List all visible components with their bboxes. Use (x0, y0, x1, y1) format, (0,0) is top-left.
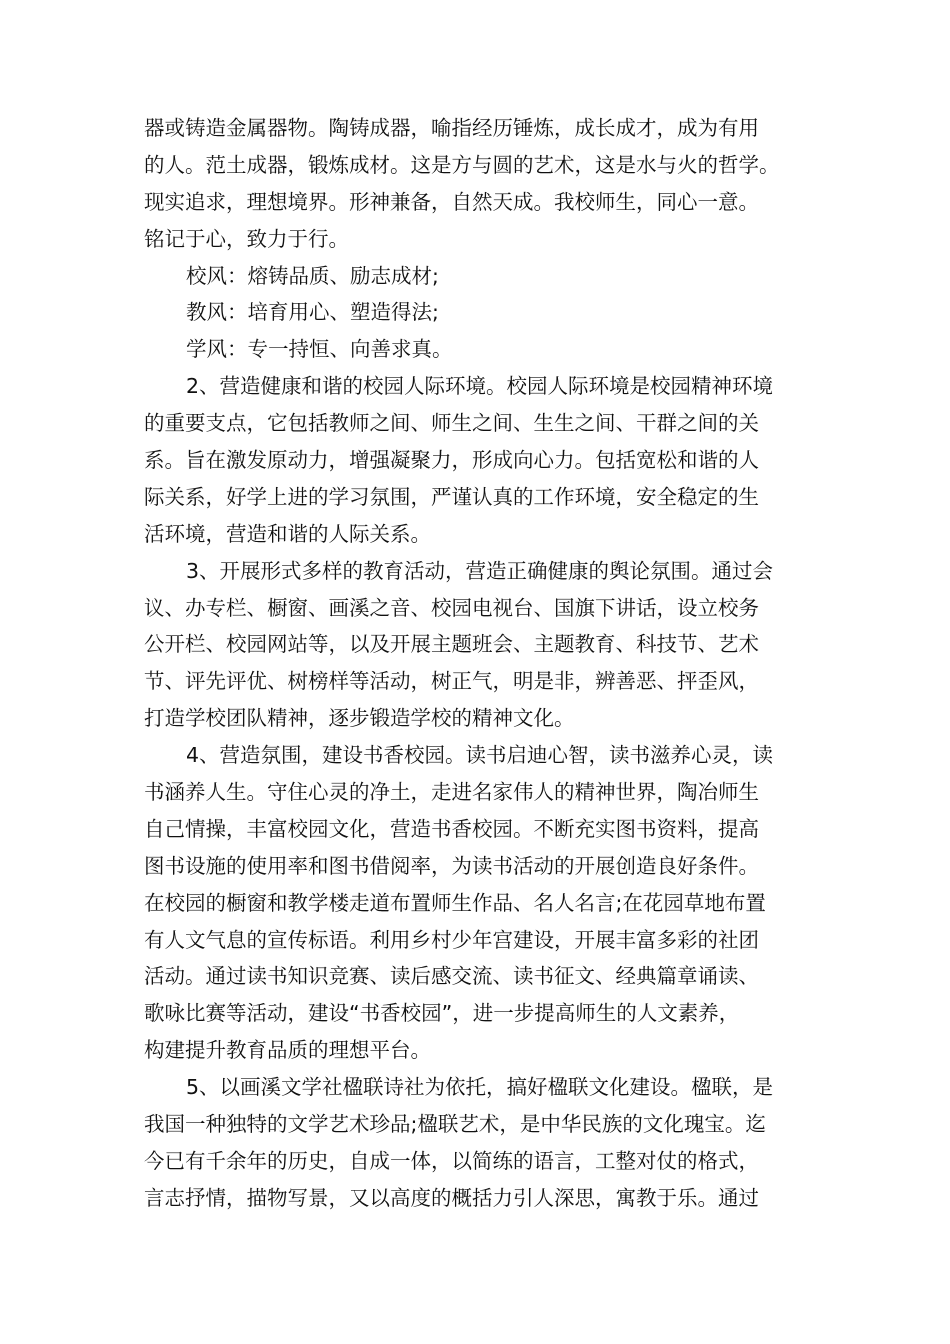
text-line: 图书设施的使用率和图书借阅率，为读书活动的开展创造良好条件。 (144, 853, 759, 878)
text-line: 5、以画溪文学社楹联诗社为依托，搞好楹联文化建设。楹联，是 (186, 1075, 774, 1100)
text-line: 节、评先评优、树榜样等活动，树正气，明是非，辨善恶、抨歪风， (144, 669, 759, 694)
text-line: 系。旨在激发原动力，增强凝聚力，形成向心力。包括宽松和谐的人 (144, 448, 759, 473)
text-line: 我国一种独特的文学艺术珍品;楹联艺术，是中华民族的文化瑰宝。迄 (144, 1112, 766, 1137)
text-line: 活动。通过读书知识竞赛、读后感交流、读书征文、经典篇章诵读、 (144, 964, 759, 989)
text-line: 打造学校团队精神，逐步锻造学校的精神文化。 (144, 706, 575, 731)
document-body (144, 110, 814, 1217)
text-line: 3、开展形式多样的教育活动，营造正确健康的舆论氛围。通过会 (186, 558, 774, 583)
text-line: 校风：熔铸品质、励志成材; (186, 263, 439, 288)
text-line: 4、营造氛围，建设书香校园。读书启迪心智，读书滋养心灵，读 (186, 743, 774, 768)
text-line: 在校园的橱窗和教学楼走道布置师生作品、名人名言;在花园草地布置 (144, 890, 766, 915)
text-line: 际关系，好学上进的学习氛围，严谨认真的工作环境，安全稳定的生 (144, 484, 759, 509)
text-line: 构建提升教育品质的理想平台。 (144, 1038, 431, 1063)
text-line: 今已有千余年的历史，自成一体，以简练的语言，工整对仗的格式， (144, 1148, 759, 1173)
text-line: 铭记于心，致力于行。 (144, 226, 349, 251)
text-line: 教风：培育用心、塑造得法; (186, 300, 439, 325)
text-line: 公开栏、校园网站等，以及开展主题班会、主题教育、科技节、艺术 (144, 632, 759, 657)
text-line: 自己情操，丰富校园文化，营造书香校园。不断充实图书资料，提高 (144, 816, 759, 841)
text-line: 言志抒情，描物写景，又以高度的概括力引人深思，寓教于乐。通过 (144, 1185, 759, 1210)
text-line: 2、营造健康和谐的校园人际环境。校园人际环境是校园精神环境 (186, 374, 774, 399)
text-line: 现实追求，理想境界。形神兼备，自然天成。我校师生，同心一意。 (144, 189, 759, 214)
text-line: 活环境，营造和谐的人际关系。 (144, 521, 431, 546)
text-line: 有人文气息的宣传标语。利用乡村少年宫建设，开展丰富多彩的社团 (144, 927, 759, 952)
text-line: 书涵养人生。守住心灵的净土，走进名家伟人的精神世界，陶冶师生 (144, 780, 759, 805)
text-line: 的人。范土成器，锻炼成材。这是方与圆的艺术，这是水与火的哲学。 (144, 152, 780, 177)
text-line: 器或铸造金属器物。陶铸成器，喻指经历锤炼，成长成才，成为有用 (144, 116, 759, 140)
text-line: 议、办专栏、橱窗、画溪之音、校园电视台、国旗下讲话，设立校务 (144, 595, 759, 620)
text-line: 的重要支点，它包括教师之间、师生之间、生生之间、干群之间的关 (144, 411, 759, 436)
text-line: 学风：专一持恒、向善求真。 (186, 337, 453, 362)
text-line: 歌咏比赛等活动，建设“书香校园”，进一步提高师生的人文素养， (144, 1001, 740, 1026)
